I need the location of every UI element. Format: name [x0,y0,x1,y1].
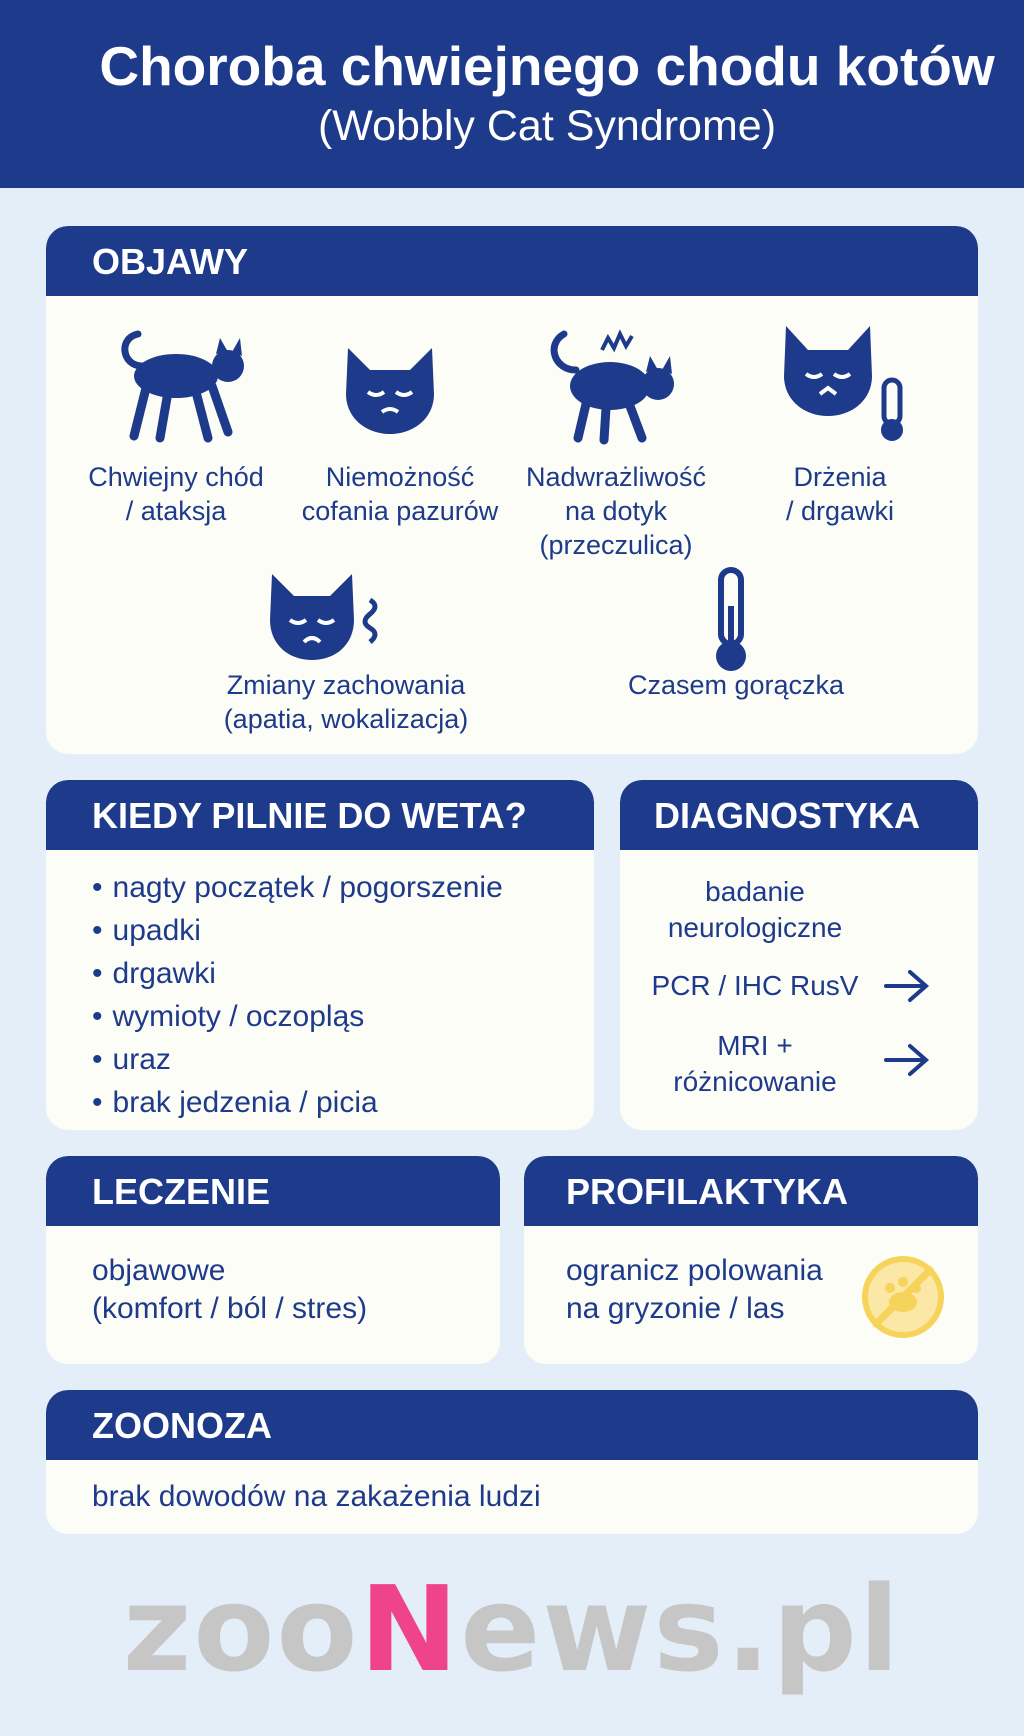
symptoms-card [46,226,978,754]
prevention-text: ogranicz polowania na gryzonie / las [566,1254,823,1325]
urgent-card [46,780,594,1130]
diagnostics-item-2: PCR / IHC RusV [651,970,859,1001]
arrow-right-icon [882,1040,932,1080]
zoonosis-text: brak dowodów na zakażenia ludzi [92,1480,541,1513]
symptom-label-5: Zmiany zachowania (apatia, wokalizacja) [223,670,469,734]
list-item: • upadki [92,909,503,952]
list-item: • brak jedzenia / picia [92,1081,503,1124]
list-item: • uraz [92,1038,503,1081]
cat-thermometer-icon [780,324,920,444]
urgent-heading: KIEDY PILNIE DO WETA? [46,780,594,850]
sensitive-cat-icon [546,326,686,446]
symptom-label-4: Drżenia / drgawki [785,462,895,526]
list-item: • nagty początek / pogorszenie [92,866,503,909]
vocal-cat-icon [266,570,396,670]
urgent-list [92,866,503,1124]
zoonews-logo: zooNews.pl [122,1560,902,1698]
treatment-card [46,1156,500,1364]
symptom-label-3: Nadwrażliwość na dotyk (przeczulica) [525,462,707,560]
prevention-heading: PROFILAKTYKA [524,1156,978,1226]
symptom-label-2: Niemożność cofania pazurów [301,462,499,526]
list-item: • wymioty / oczopląs [92,995,503,1038]
prevention-card [524,1156,978,1364]
page-subtitle: (Wobbly Cat Syndrome) [317,102,777,150]
no-rodent-icon [860,1254,946,1340]
list-item: • drgawki [92,952,503,995]
treatment-text: objawowe (komfort / ból / stres) [92,1254,368,1325]
arrow-right-icon [882,966,932,1006]
cat-face-icon [340,344,440,436]
header [0,0,1024,188]
wobbly-cat-icon [116,326,256,446]
diagnostics-card [620,780,978,1130]
zoonosis-heading: ZOONOZA [46,1390,978,1460]
zoonosis-card [46,1390,978,1534]
symptom-label-6: Czasem gorączka [627,670,845,700]
page-title: Choroba chwiejnego chodu kotów [99,35,995,97]
diagnostics-item-1: badanie neurologiczne [667,876,843,943]
diagnostics-item-3: MRI + różnicowanie [673,1030,837,1097]
diagnostics-heading: DIAGNOSTYKA [620,780,978,850]
symptoms-heading: OBJAWY [46,226,978,296]
thermometer-icon [706,566,756,676]
symptom-label-1: Chwiejny chód / ataksja [88,462,264,526]
treatment-heading: LECZENIE [46,1156,500,1226]
